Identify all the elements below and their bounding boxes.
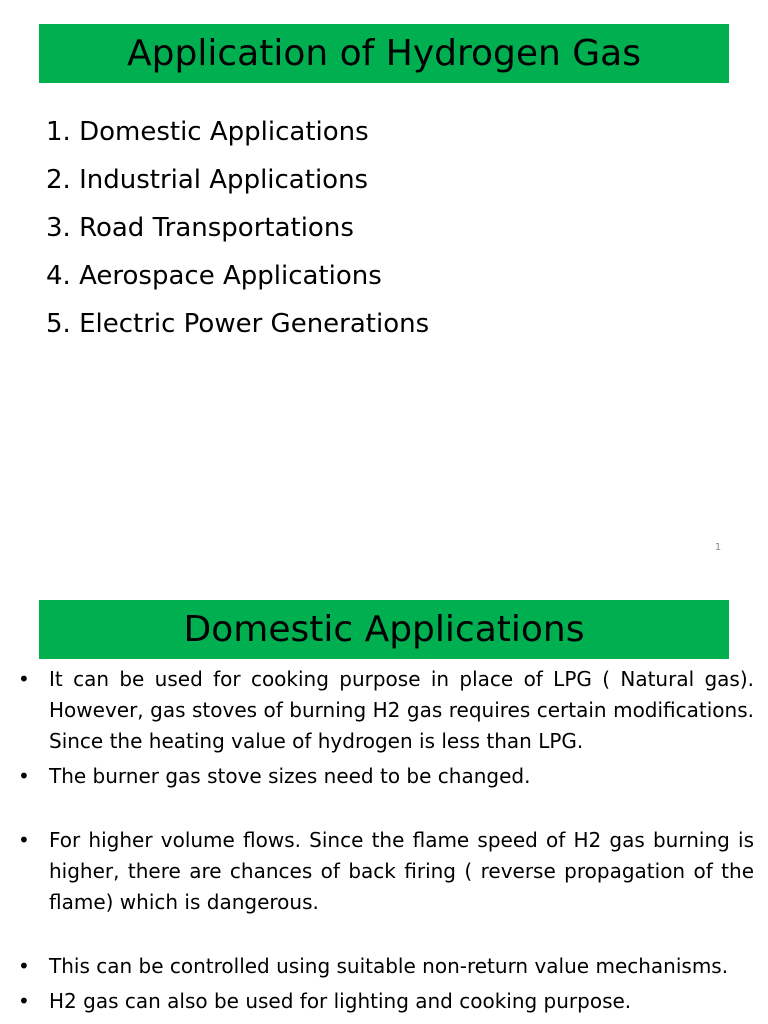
list-item: 2. Industrial Applications xyxy=(46,165,369,195)
slide-2 xyxy=(0,576,768,1024)
bullet-icon: • xyxy=(18,989,30,1013)
list-item: 5. Electric Power Generations xyxy=(46,309,430,339)
list-item: 1. Domestic Applications xyxy=(46,117,369,147)
bullet-icon: • xyxy=(18,954,30,978)
bullet-text: For higher volume flows. Since the flame speed of H2 gas burning is higher, there are chances of back firing ( reverse propagation of the flame) which is dangerous. xyxy=(49,828,754,914)
bullet-item xyxy=(18,664,754,757)
bullet-icon: • xyxy=(18,828,30,852)
bullet-item xyxy=(18,825,754,918)
slide-2-title: Domestic Applications xyxy=(183,608,585,650)
domestic-bullets xyxy=(18,664,754,1017)
slide-1-title-bar xyxy=(39,24,729,83)
bullet-text: It can be used for cooking purpose in place of LPG ( Natural gas). However, gas stoves of burning H2 gas requires certain modifications. Since the heating value of hydrogen is less than LPG. xyxy=(49,667,754,753)
bullet-icon: • xyxy=(18,667,30,691)
bullet-text: The burner gas stove sizes need to be changed. xyxy=(49,764,531,788)
bullet-item xyxy=(18,951,754,982)
bullet-icon: • xyxy=(18,764,30,788)
bullet-item xyxy=(18,761,754,792)
bullet-item xyxy=(18,986,754,1017)
list-item: 3. Road Transportations xyxy=(46,213,354,243)
slide-number: 1 xyxy=(714,542,722,553)
bullet-text: H2 gas can also be used for lighting and cooking purpose. xyxy=(49,989,632,1013)
slide-1-title: Application of Hydrogen Gas xyxy=(127,32,641,74)
slide-2-title-bar xyxy=(39,600,729,659)
list-item: 4. Aerospace Applications xyxy=(46,261,382,291)
bullet-text: This can be controlled using suitable non-return value mechanisms. xyxy=(49,954,729,978)
applications-list xyxy=(46,108,429,348)
